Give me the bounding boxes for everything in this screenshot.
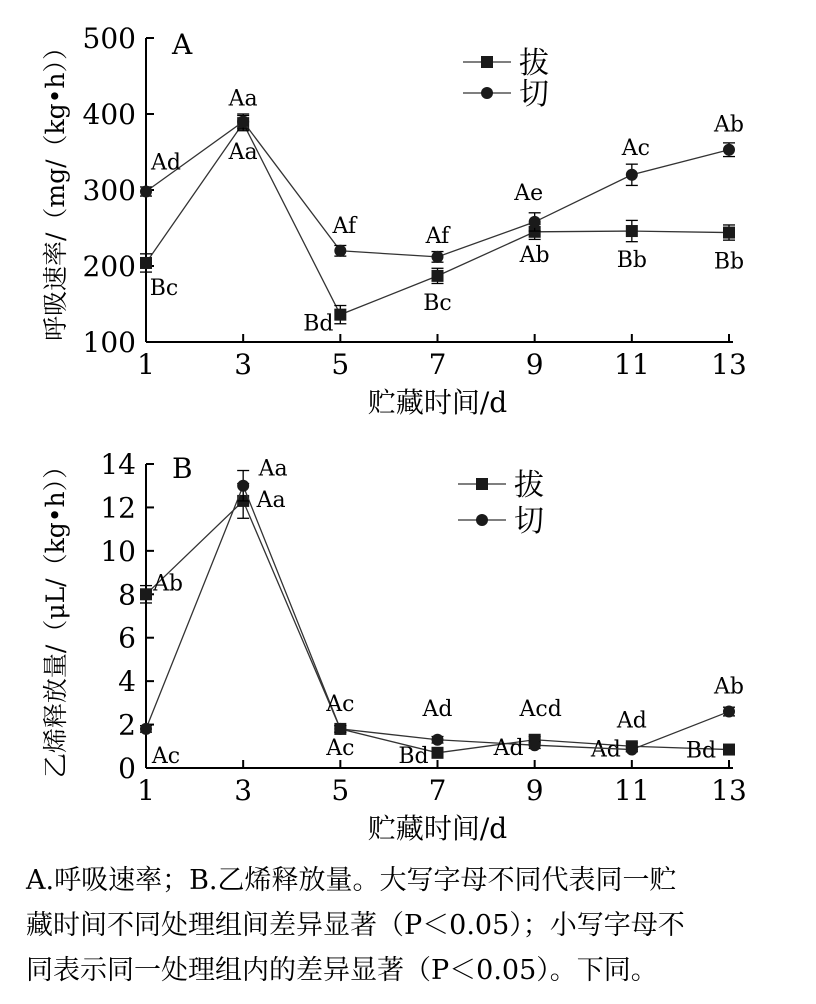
y-tick-label: 0 xyxy=(118,752,136,785)
figure-caption xyxy=(26,858,796,993)
significance-label: Ac xyxy=(151,743,181,769)
y-tick-label: 400 xyxy=(82,98,136,131)
data-point-square xyxy=(432,270,444,282)
x-tick-label: 3 xyxy=(234,348,253,381)
caption-line-2: 藏时间不同处理组间差异显著（P＜0.05）；小写字母不 xyxy=(26,910,685,941)
y-axis-title: 呼吸速率/（mg/（kg•h）） xyxy=(41,34,70,342)
x-tick-label: 11 xyxy=(614,774,650,807)
data-point-circle xyxy=(529,739,541,751)
data-point-square xyxy=(140,257,152,269)
significance-label: Ac xyxy=(326,735,355,761)
x-tick-label: 11 xyxy=(614,348,650,381)
significance-label: Aa xyxy=(228,140,258,166)
y-tick-label: 4 xyxy=(118,665,136,699)
x-tick-label: 3 xyxy=(234,774,253,807)
data-point-circle xyxy=(140,723,152,735)
x-axis-title: 贮藏时间/d xyxy=(367,812,508,845)
data-point-square xyxy=(723,227,735,239)
data-point-circle xyxy=(237,116,249,128)
data-point-circle xyxy=(432,734,444,746)
data-point-square xyxy=(723,744,735,756)
significance-label: Aa xyxy=(228,86,258,112)
significance-label: Bb xyxy=(616,248,647,274)
legend-label: 拔 xyxy=(514,468,544,503)
y-tick-label: 14 xyxy=(100,448,136,481)
significance-label: Aa xyxy=(258,456,288,482)
data-point-circle xyxy=(140,186,152,198)
y-tick-label: 200 xyxy=(82,250,136,283)
data-point-circle xyxy=(432,251,444,263)
significance-label: Bc xyxy=(423,290,452,316)
legend-label: 拔 xyxy=(519,46,549,81)
significance-label: Bd xyxy=(685,738,717,764)
legend-marker-square xyxy=(476,478,488,490)
significance-label: Ac xyxy=(621,135,650,161)
x-tick-label: 9 xyxy=(525,774,544,807)
significance-label: Ad xyxy=(422,696,453,722)
significance-label: Bc xyxy=(149,275,179,301)
y-tick-label: 6 xyxy=(118,621,136,655)
significance-label: Ad xyxy=(590,737,621,763)
data-point-square xyxy=(626,225,638,237)
significance-label: Ae xyxy=(514,180,544,206)
x-tick-label: 13 xyxy=(711,774,747,807)
significance-label: Bd xyxy=(398,743,429,769)
data-point-circle xyxy=(723,706,735,718)
data-point-square xyxy=(334,309,346,321)
significance-label: Ab xyxy=(153,571,183,597)
data-point-circle xyxy=(723,144,735,156)
y-axis-title: 乙烯释放量/（μL/（kg•h）） xyxy=(41,453,70,779)
y-tick-label: 500 xyxy=(82,22,136,55)
x-tick-label: 1 xyxy=(137,774,155,807)
data-point-circle xyxy=(237,480,249,492)
y-tick-label: 100 xyxy=(82,326,136,359)
significance-label: Ad xyxy=(151,150,181,176)
legend-label: 切 xyxy=(514,504,544,539)
significance-label: Af xyxy=(332,213,357,239)
data-point-circle xyxy=(626,169,638,181)
x-tick-label: 5 xyxy=(331,348,350,381)
legend-marker-square xyxy=(481,56,493,68)
x-tick-label: 7 xyxy=(428,348,447,381)
significance-label: Af xyxy=(425,223,450,249)
data-point-circle xyxy=(334,245,346,257)
data-point-circle xyxy=(334,723,346,735)
data-point-circle xyxy=(626,744,638,756)
caption-line-1: A.呼吸速率；B.乙烯释放量。大写字母不同代表同一贮 xyxy=(26,865,677,896)
significance-label: Ab xyxy=(519,242,550,268)
panel-label: A xyxy=(172,28,193,61)
y-tick-label: 10 xyxy=(100,534,136,568)
legend-label: 切 xyxy=(519,77,549,112)
x-tick-label: 1 xyxy=(137,348,155,381)
data-point-circle xyxy=(529,216,541,228)
chart-panel-a xyxy=(41,22,747,419)
caption-line-3: 同表示同一处理组内的差异显著（P＜0.05）。下同。 xyxy=(26,955,658,986)
y-tick-label: 8 xyxy=(118,578,136,612)
data-point-square xyxy=(432,747,444,759)
chart-panel-b xyxy=(41,448,747,845)
x-tick-label: 13 xyxy=(711,348,747,381)
significance-label: Ab xyxy=(714,674,744,700)
data-point-square xyxy=(140,588,152,600)
panel-label: B xyxy=(172,452,193,485)
x-tick-label: 9 xyxy=(525,348,544,381)
significance-label: Bb xyxy=(713,249,745,275)
significance-label: Aa xyxy=(256,487,286,513)
significance-label: Ac xyxy=(326,691,355,717)
significance-label: Ad xyxy=(616,708,647,734)
y-tick-label: 2 xyxy=(118,708,136,742)
x-axis-title: 贮藏时间/d xyxy=(367,386,508,419)
legend-marker-circle xyxy=(476,514,488,526)
significance-label: Acd xyxy=(519,696,562,722)
significance-label: Bd xyxy=(303,311,334,337)
legend-marker-circle xyxy=(481,87,493,99)
x-tick-label: 5 xyxy=(331,774,350,807)
y-tick-label: 300 xyxy=(82,174,136,207)
significance-label: Ab xyxy=(714,112,744,138)
y-tick-label: 12 xyxy=(100,491,136,525)
significance-label: Ad xyxy=(493,736,524,762)
x-tick-label: 7 xyxy=(428,774,447,807)
